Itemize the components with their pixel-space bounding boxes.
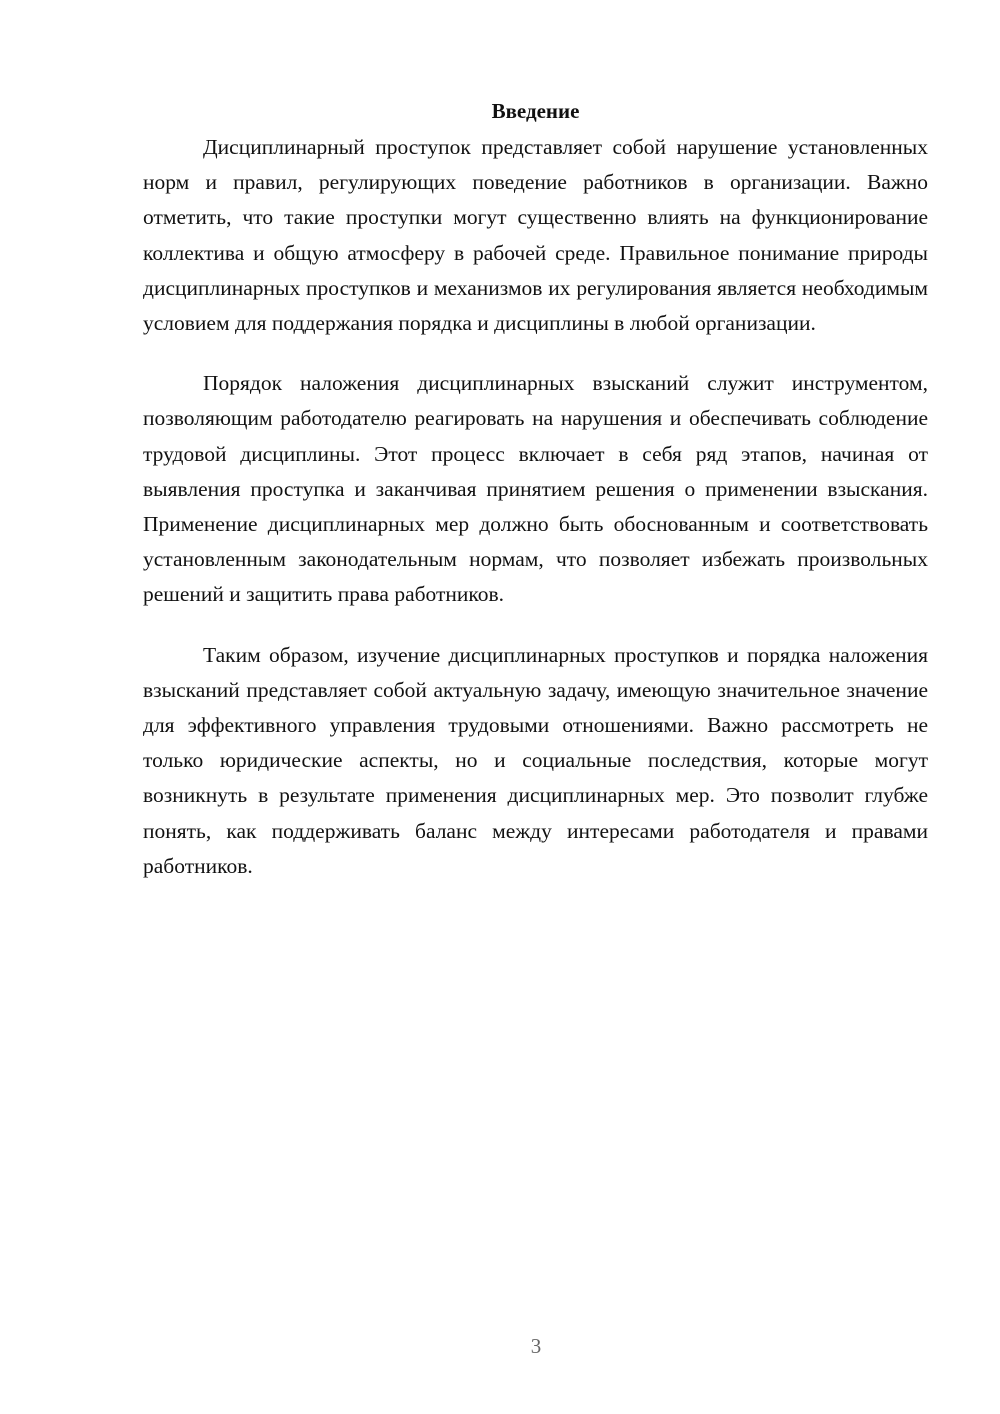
paragraph-2: Порядок наложения дисциплинарных взысканий служит инструментом, позволяющим работодателю реагировать на нарушения и обеспечивать соблюдение трудовой дисциплины. Этот процесс включает в себя ряд этапов, начиная от выявления проступка и заканчивая принятием решения о применении взыскания. Применение дисциплинарных мер должно быть обоснованным и соответствовать установленным законодательным нормам, что позволяет избежать произвольных решений и защитить права работников.: [143, 371, 928, 607]
section-title: Введение: [491, 99, 580, 123]
page-number: 3: [530, 1334, 542, 1358]
paragraph-3: Таким образом, изучение дисциплинарных проступков и порядка наложения взысканий представляет собой актуальную задачу, имеющую значительное значение для эффективного управления трудовыми отношениями. Важно рассмотреть не только юридические аспекты, но и социальные последствия, которые могут возникнуть в результате применения дисциплинарных мер. Это позволит глубже понять, как поддерживать баланс между интересами работодателя и правами работников.: [143, 642, 928, 878]
paragraph-1: Дисциплинарный проступок представляет собой нарушение установленных норм и правил, регулирующих поведение работников в организации. Важно отметить, что такие проступки могут существенно влиять на функционирование коллектива и общую атмосферу в рабочей среде. Правильное понимание природы дисциплинарных проступков и механизмов их регулирования является необходимым условием для поддержания порядка и дисциплины в любой организации.: [143, 135, 928, 336]
page-content: [143, 96, 928, 909]
